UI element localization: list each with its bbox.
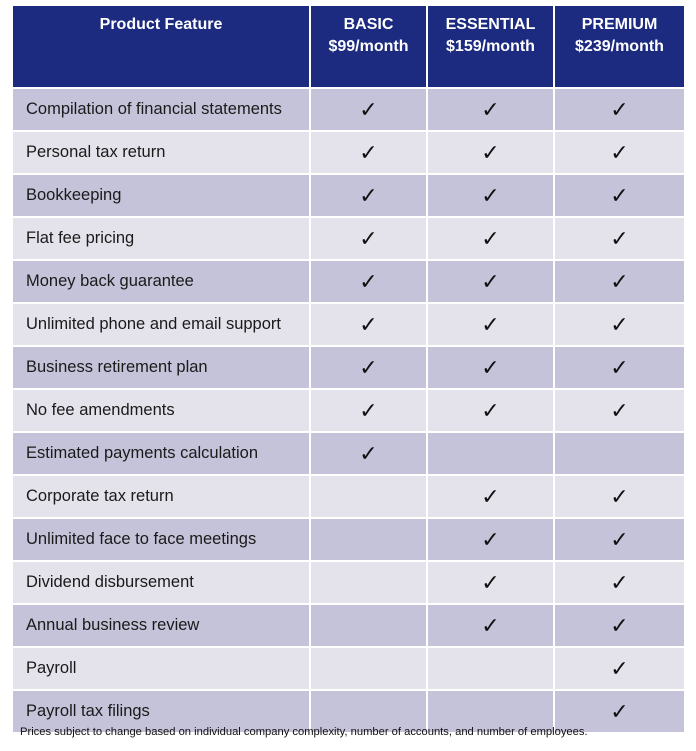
plan-name: PREMIUM xyxy=(581,16,658,33)
check-mark-icon: ✓ xyxy=(481,182,500,208)
check-mark-icon: ✓ xyxy=(359,139,378,165)
cell-premium xyxy=(554,88,685,131)
feature-name: Payroll xyxy=(12,647,310,690)
check-mark-icon: ✓ xyxy=(610,96,629,122)
feature-name: Business retirement plan xyxy=(12,346,310,389)
table-row xyxy=(12,647,685,690)
cell-essential xyxy=(427,561,554,604)
check-mark-icon: ✓ xyxy=(610,182,629,208)
cell-essential xyxy=(427,131,554,174)
cell-essential xyxy=(427,604,554,647)
cell-premium xyxy=(554,518,685,561)
cell-essential xyxy=(427,174,554,217)
cell-premium xyxy=(554,604,685,647)
cell-premium xyxy=(554,217,685,260)
cell-basic xyxy=(310,647,427,690)
cell-basic xyxy=(310,260,427,303)
cell-premium xyxy=(554,346,685,389)
product-feature-header: Product Feature xyxy=(12,5,310,88)
table-row xyxy=(12,389,685,432)
cell-basic xyxy=(310,303,427,346)
feature-name: Compilation of financial statements xyxy=(12,88,310,131)
cell-premium xyxy=(554,131,685,174)
cell-essential xyxy=(427,303,554,346)
check-mark-icon: ✓ xyxy=(359,96,378,122)
table-row xyxy=(12,475,685,518)
feature-name: Corporate tax return xyxy=(12,475,310,518)
cell-premium xyxy=(554,260,685,303)
plan-header-essential xyxy=(427,5,554,88)
feature-name: Money back guarantee xyxy=(12,260,310,303)
cell-premium xyxy=(554,389,685,432)
check-mark-icon: ✓ xyxy=(610,526,629,552)
check-mark-icon: ✓ xyxy=(481,311,500,337)
cell-premium xyxy=(554,561,685,604)
check-mark-icon: ✓ xyxy=(610,569,629,595)
cell-basic xyxy=(310,131,427,174)
plan-price: $159/month xyxy=(446,38,535,55)
cell-basic xyxy=(310,88,427,131)
table-row xyxy=(12,174,685,217)
feature-name: Flat fee pricing xyxy=(12,217,310,260)
cell-essential xyxy=(427,260,554,303)
plan-price: $99/month xyxy=(328,38,409,55)
table-row xyxy=(12,260,685,303)
check-mark-icon: ✓ xyxy=(359,440,378,466)
cell-premium xyxy=(554,174,685,217)
check-mark-icon: ✓ xyxy=(610,225,629,251)
cell-essential xyxy=(427,346,554,389)
cell-basic xyxy=(310,174,427,217)
check-mark-icon: ✓ xyxy=(610,698,629,724)
cell-essential xyxy=(427,518,554,561)
check-mark-icon: ✓ xyxy=(359,397,378,423)
feature-name: Personal tax return xyxy=(12,131,310,174)
cell-basic xyxy=(310,518,427,561)
check-mark-icon: ✓ xyxy=(359,311,378,337)
check-mark-icon: ✓ xyxy=(610,655,629,681)
check-mark-icon: ✓ xyxy=(481,354,500,380)
check-mark-icon: ✓ xyxy=(610,483,629,509)
cell-premium xyxy=(554,432,685,475)
table-header-row xyxy=(12,5,685,88)
table-row xyxy=(12,217,685,260)
check-mark-icon: ✓ xyxy=(610,354,629,380)
plan-name: BASIC xyxy=(343,16,394,33)
cell-basic xyxy=(310,346,427,389)
feature-name: Bookkeeping xyxy=(12,174,310,217)
table-row xyxy=(12,432,685,475)
check-mark-icon: ✓ xyxy=(481,139,500,165)
pricing-comparison-table xyxy=(11,4,686,734)
cell-essential xyxy=(427,647,554,690)
check-mark-icon: ✓ xyxy=(610,612,629,638)
feature-name: No fee amendments xyxy=(12,389,310,432)
cell-basic xyxy=(310,561,427,604)
check-mark-icon: ✓ xyxy=(481,96,500,122)
check-mark-icon: ✓ xyxy=(481,483,500,509)
table-row xyxy=(12,604,685,647)
check-mark-icon: ✓ xyxy=(610,311,629,337)
check-mark-icon: ✓ xyxy=(359,182,378,208)
plan-header-basic xyxy=(310,5,427,88)
cell-essential xyxy=(427,389,554,432)
plan-name: ESSENTIAL xyxy=(445,16,536,33)
table-row xyxy=(12,518,685,561)
cell-premium xyxy=(554,303,685,346)
cell-basic xyxy=(310,389,427,432)
check-mark-icon: ✓ xyxy=(359,268,378,294)
pricing-footnote: Prices subject to change based on individual company complexity, number of accounts, and number of employees. xyxy=(20,726,588,738)
plan-header-premium xyxy=(554,5,685,88)
cell-essential xyxy=(427,217,554,260)
feature-name: Dividend disbursement xyxy=(12,561,310,604)
check-mark-icon: ✓ xyxy=(481,225,500,251)
table-row xyxy=(12,346,685,389)
check-mark-icon: ✓ xyxy=(481,397,500,423)
cell-basic xyxy=(310,475,427,518)
feature-name: Unlimited phone and email support xyxy=(12,303,310,346)
check-mark-icon: ✓ xyxy=(359,354,378,380)
table-row xyxy=(12,131,685,174)
check-mark-icon: ✓ xyxy=(481,268,500,294)
cell-basic xyxy=(310,432,427,475)
cell-essential xyxy=(427,475,554,518)
feature-name: Unlimited face to face meetings xyxy=(12,518,310,561)
check-mark-icon: ✓ xyxy=(481,569,500,595)
cell-premium xyxy=(554,475,685,518)
cell-essential xyxy=(427,432,554,475)
check-mark-icon: ✓ xyxy=(481,612,500,638)
feature-name: Annual business review xyxy=(12,604,310,647)
check-mark-icon: ✓ xyxy=(610,139,629,165)
table-row xyxy=(12,88,685,131)
table-row xyxy=(12,303,685,346)
cell-essential xyxy=(427,88,554,131)
cell-basic xyxy=(310,217,427,260)
feature-name: Estimated payments calculation xyxy=(12,432,310,475)
plan-price: $239/month xyxy=(575,38,664,55)
check-mark-icon: ✓ xyxy=(610,397,629,423)
cell-basic xyxy=(310,604,427,647)
feature-name: Payroll tax filings xyxy=(12,690,310,733)
check-mark-icon: ✓ xyxy=(359,225,378,251)
check-mark-icon: ✓ xyxy=(481,526,500,552)
table-row xyxy=(12,561,685,604)
cell-premium xyxy=(554,647,685,690)
check-mark-icon: ✓ xyxy=(610,268,629,294)
